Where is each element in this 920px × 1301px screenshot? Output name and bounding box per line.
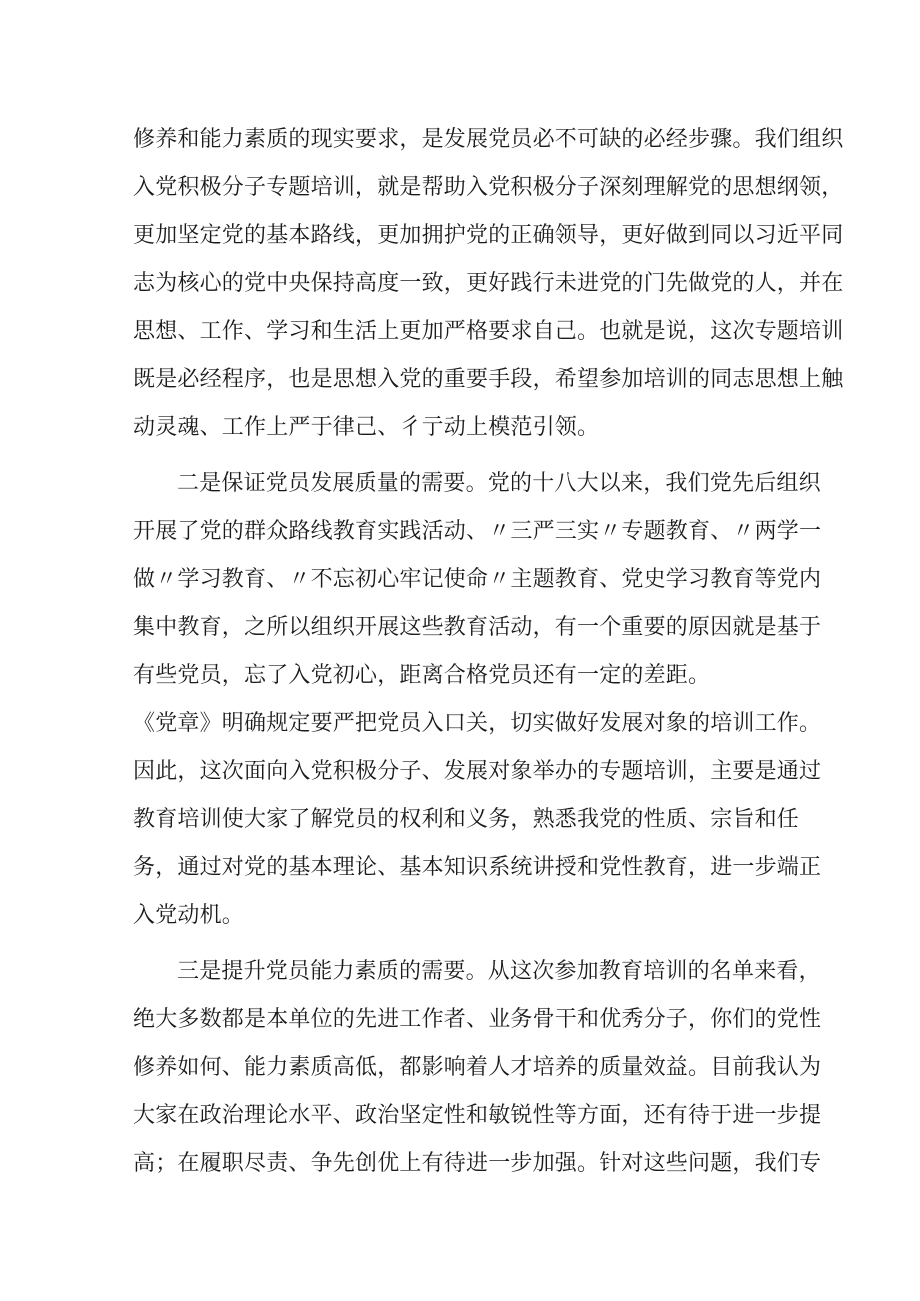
text-line: 有些党员，忘了入党初心，距离合格党员还有一定的差距。 xyxy=(133,663,711,688)
text-line: 思想、工作、学习和生活上更加严格要求自己。也就是说，这次专题培训 xyxy=(133,319,844,344)
text-line: 志为核心的党中央保持高度一致，更好践行未进党的门先做党的人，并在 xyxy=(133,271,844,296)
text-line: 《党章》明确规定要严把党员入口关，切实做好发展对象的培训工作。 xyxy=(133,711,822,736)
text-line: 入党积极分子专题培训，就是帮助入党积极分子深刻理解党的思想纲领， xyxy=(133,175,844,200)
body-text xyxy=(133,116,844,1188)
text-line: 修养和能力素质的现实要求，是发展党员必不可缺的必经步骤。我们组织 xyxy=(133,127,844,152)
text-line: 入党动机。 xyxy=(133,903,245,928)
text-line: 集中教育，之所以组织开展这些教育活动，有一个重要的原因就是基于 xyxy=(133,615,822,640)
text-line: 高；在履职尽责、争先创优上有待进一步加强。针对这些问题，我们专 xyxy=(133,1151,822,1176)
text-line: 做〃学习教育、〃不忘初心牢记使命〃主题教育、党史学习教育等党内 xyxy=(133,567,822,592)
paragraph-heading-line: 二是保证党员发展质量的需要。党的十八大以来，我们党先后组织 xyxy=(177,471,821,496)
text-line: 开展了党的群众路线教育实践活动、〃三严三实〃专题教育、〃两学一 xyxy=(133,519,822,544)
paragraph-heading-line: 三是提升党员能力素质的需要。从这次参加教育培训的名单来看， xyxy=(177,959,821,984)
text-line: 大家在政治理论水平、政治坚定性和敏锐性等方面，还有待于进一步提 xyxy=(133,1103,822,1128)
text-line: 修养如何、能力素质高低，都影响着人才培养的质量效益。目前我认为 xyxy=(133,1055,822,1080)
text-line: 既是必经程序，也是思想入党的重要手段，希望参加培训的同志思想上触 xyxy=(133,367,844,392)
text-line: 务，通过对党的基本理论、基本知识系统讲授和党性教育，进一步端正 xyxy=(133,855,822,880)
text-line: 更加坚定党的基本路线，更加拥护党的正确领导，更好做到同以习近平同 xyxy=(133,223,844,248)
text-line: 动灵魂、工作上严于律己、彳亍动上模范引领。 xyxy=(133,415,600,440)
text-line: 因此，这次面向入党积极分子、发展对象举办的专题培训，主要是通过 xyxy=(133,759,822,784)
text-line: 绝大多数都是本单位的先进工作者、业务骨干和优秀分子，你们的党性 xyxy=(133,1007,822,1032)
text-line: 教育培训使大家了解党员的权利和义务，熟悉我党的性质、宗旨和任 xyxy=(133,807,800,832)
